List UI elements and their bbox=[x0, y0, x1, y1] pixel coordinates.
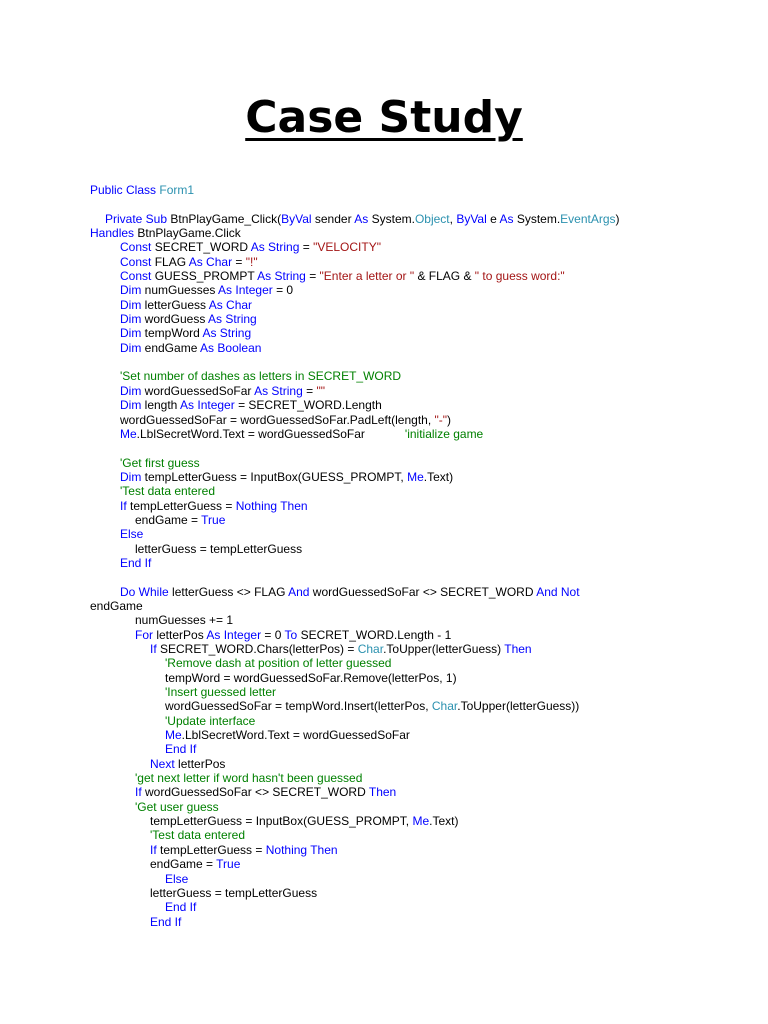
code-token: "Enter a letter or " bbox=[319, 269, 415, 284]
code-token: .Text) bbox=[423, 469, 454, 484]
code-line bbox=[90, 283, 730, 297]
code-token: 'Update interface bbox=[165, 713, 256, 728]
code-token: 'get next letter if word hasn't been guessed bbox=[135, 771, 363, 786]
code-token: Nothing Then bbox=[235, 498, 308, 513]
code-token: Dim bbox=[120, 383, 142, 398]
code-line bbox=[90, 828, 730, 842]
code-line bbox=[90, 742, 730, 756]
code-line bbox=[90, 728, 730, 742]
code-token: 'initialize game bbox=[404, 426, 484, 441]
code-token: SECRET_WORD.Length - 1 bbox=[297, 627, 452, 642]
code-token: letterGuess = tempLetterGuess bbox=[135, 541, 303, 556]
code-token: SECRET_WORD bbox=[151, 240, 251, 255]
code-line bbox=[90, 872, 730, 886]
code-line bbox=[90, 226, 730, 240]
code-token: tempLetterGuess = InputBox(GUESS_PROMPT, bbox=[150, 814, 413, 829]
code-token: = 0 bbox=[272, 283, 294, 298]
code-token: For bbox=[135, 627, 153, 642]
code-token: = bbox=[299, 240, 314, 255]
code-line bbox=[90, 771, 730, 785]
code-token: tempWord = wordGuessedSoFar.Remove(letterPos, 1) bbox=[165, 670, 457, 685]
code-token: wordGuessedSoFar = wordGuessedSoFar.PadLeft(length, bbox=[120, 412, 435, 427]
code-token: System. bbox=[368, 211, 415, 226]
code-token: End If bbox=[150, 914, 182, 929]
code-line bbox=[90, 513, 730, 527]
code-token: endGame = bbox=[150, 857, 217, 872]
page-title: Case Study bbox=[245, 92, 523, 143]
code-line bbox=[90, 183, 730, 197]
code-line bbox=[90, 484, 730, 498]
code-token: letterPos bbox=[153, 627, 207, 642]
code-line bbox=[90, 785, 730, 799]
code-line bbox=[90, 312, 730, 326]
code-token: As Char bbox=[188, 254, 233, 269]
code-token: Me bbox=[165, 728, 182, 743]
code-line bbox=[90, 298, 730, 312]
code-line bbox=[90, 843, 730, 857]
code-line bbox=[90, 470, 730, 484]
code-token: "VELOCITY" bbox=[313, 240, 381, 255]
code-line bbox=[90, 886, 730, 900]
code-token: endGame bbox=[90, 598, 143, 613]
code-token: tempWord bbox=[141, 326, 203, 341]
code-line bbox=[90, 240, 730, 254]
code-line bbox=[90, 900, 730, 914]
code-line bbox=[90, 656, 730, 670]
code-line bbox=[90, 685, 730, 699]
code-token: To bbox=[284, 627, 298, 642]
code-token: BtnPlayGame.Click bbox=[134, 226, 241, 241]
code-token: = bbox=[305, 269, 320, 284]
code-line bbox=[90, 326, 730, 340]
code-token: If bbox=[150, 842, 157, 857]
code-token: 'Get user guess bbox=[135, 799, 219, 814]
code-line bbox=[90, 384, 730, 398]
code-token: As String bbox=[257, 269, 306, 284]
code-token: ) bbox=[615, 211, 620, 226]
code-token: Public Class bbox=[90, 183, 160, 197]
code-line bbox=[90, 642, 730, 656]
code-token: .Text) bbox=[429, 814, 459, 829]
code-line bbox=[90, 413, 730, 427]
code-line bbox=[90, 527, 730, 541]
code-token: tempLetterGuess = bbox=[126, 498, 236, 513]
code-token: SECRET_WORD.Chars(letterPos) = bbox=[156, 642, 358, 656]
code-line bbox=[90, 671, 730, 685]
code-token: ByVal bbox=[281, 211, 312, 226]
code-line bbox=[90, 341, 730, 355]
code-line bbox=[90, 255, 730, 269]
code-token: As bbox=[499, 211, 514, 226]
code-token: ) bbox=[447, 412, 452, 427]
code-token: Handles bbox=[90, 226, 135, 241]
code-token: Me bbox=[412, 814, 430, 829]
code-token: Dim bbox=[120, 326, 142, 341]
code-token: As bbox=[354, 211, 369, 226]
code-line bbox=[90, 212, 730, 226]
code-token: 'Set number of dashes as letters in SECRET_WORD bbox=[120, 369, 402, 384]
code-token: 'Insert guessed letter bbox=[165, 685, 277, 700]
code-token: tempLetterGuess = bbox=[156, 842, 266, 857]
code-line bbox=[90, 814, 730, 828]
code-token: If bbox=[120, 498, 127, 513]
code-line bbox=[90, 613, 730, 627]
code-listing bbox=[90, 183, 730, 929]
code-token: sender bbox=[311, 211, 355, 226]
code-token: Then bbox=[504, 642, 532, 656]
code-token: End If bbox=[165, 742, 197, 757]
code-token: Const bbox=[120, 240, 152, 255]
code-token: As String bbox=[250, 240, 300, 255]
code-token: As String bbox=[208, 312, 257, 327]
code-token: As Integer bbox=[206, 627, 262, 642]
code-line bbox=[90, 556, 730, 570]
code-token: Char bbox=[357, 642, 384, 656]
code-token: wordGuess bbox=[141, 312, 209, 327]
code-token: Form1 bbox=[159, 183, 195, 197]
code-token: numGuesses += 1 bbox=[135, 613, 234, 628]
code-token: ByVal bbox=[456, 211, 487, 226]
code-token: Else bbox=[165, 871, 189, 886]
code-token: Dim bbox=[120, 398, 142, 413]
code-token: .ToUpper(letterGuess) bbox=[383, 642, 505, 656]
code-token: End If bbox=[120, 555, 152, 570]
code-line bbox=[90, 427, 730, 441]
code-token: True bbox=[216, 857, 241, 872]
code-token: End If bbox=[165, 900, 197, 915]
blank-line bbox=[90, 570, 730, 584]
code-token: Nothing Then bbox=[265, 842, 338, 857]
code-token: endGame = bbox=[135, 512, 202, 527]
code-token: BtnPlayGame_Click( bbox=[170, 211, 282, 226]
code-line bbox=[90, 398, 730, 412]
code-token: And Not bbox=[536, 584, 580, 599]
code-token: As Char bbox=[208, 297, 253, 312]
code-token: As Integer bbox=[180, 398, 235, 413]
code-line bbox=[90, 585, 730, 599]
code-line bbox=[90, 857, 730, 871]
code-token: " to guess word:" bbox=[474, 269, 565, 284]
code-token: "" bbox=[316, 383, 325, 398]
code-line bbox=[90, 599, 730, 613]
code-token: = SECRET_WORD.Length bbox=[234, 398, 382, 413]
code-token: System. bbox=[513, 211, 561, 226]
code-token: tempLetterGuess = InputBox(GUESS_PROMPT, bbox=[141, 469, 408, 484]
blank-line bbox=[90, 197, 730, 211]
code-token: Const bbox=[120, 269, 152, 284]
code-token: True bbox=[201, 512, 226, 527]
code-token: endGame bbox=[141, 340, 201, 355]
code-token: wordGuessedSoFar <> SECRET_WORD bbox=[309, 584, 537, 599]
code-token: = bbox=[232, 254, 246, 269]
code-token: 'Test data entered bbox=[150, 828, 246, 843]
code-token: As Integer bbox=[218, 283, 273, 298]
code-token: Dim bbox=[120, 283, 142, 298]
code-token: .LblSecretWord.Text = wordGuessedSoFar bbox=[136, 426, 405, 441]
code-token: 'Get first guess bbox=[120, 455, 200, 470]
code-token: & FLAG & bbox=[414, 269, 475, 284]
blank-line bbox=[90, 441, 730, 455]
code-token: Then bbox=[368, 785, 397, 800]
code-token: letterPos bbox=[174, 756, 226, 771]
code-token: Dim bbox=[120, 340, 142, 355]
code-token: = bbox=[302, 383, 317, 398]
code-line bbox=[90, 269, 730, 283]
code-line bbox=[90, 757, 730, 771]
code-token: length bbox=[141, 398, 181, 413]
code-line bbox=[90, 542, 730, 556]
code-line bbox=[90, 714, 730, 728]
code-token: letterGuess <> FLAG bbox=[168, 584, 289, 599]
code-token: EventArgs bbox=[560, 211, 616, 226]
code-line bbox=[90, 369, 730, 383]
code-token: 'Test data entered bbox=[120, 484, 216, 499]
code-token: Char bbox=[431, 699, 458, 714]
code-token: Dim bbox=[120, 469, 142, 484]
code-token: Me bbox=[120, 426, 137, 441]
code-token: wordGuessedSoFar = tempWord.Insert(letterPos, bbox=[165, 699, 432, 714]
code-token: Dim bbox=[120, 312, 142, 327]
code-token: Me bbox=[407, 469, 424, 484]
code-token: FLAG bbox=[151, 254, 189, 269]
code-token: Else bbox=[120, 527, 144, 542]
code-token: .ToUpper(letterGuess)) bbox=[457, 699, 580, 714]
code-token: , bbox=[449, 211, 457, 226]
code-token: letterGuess bbox=[141, 297, 209, 312]
code-token: = 0 bbox=[261, 627, 285, 642]
code-token: If bbox=[135, 785, 142, 800]
code-token: "-" bbox=[434, 412, 448, 427]
code-token: "!" bbox=[245, 254, 258, 269]
code-token: Do While bbox=[120, 584, 169, 599]
code-token: GUESS_PROMPT bbox=[151, 269, 258, 284]
code-token: wordGuessedSoFar bbox=[141, 383, 255, 398]
code-token: And bbox=[288, 584, 310, 599]
code-token: Private Sub bbox=[105, 211, 171, 226]
code-token: e bbox=[486, 211, 500, 226]
code-token: Dim bbox=[120, 297, 142, 312]
code-line bbox=[90, 800, 730, 814]
code-token: As String bbox=[254, 383, 303, 398]
code-line bbox=[90, 456, 730, 470]
code-token: As String bbox=[202, 326, 252, 341]
code-token: .LblSecretWord.Text = wordGuessedSoFar bbox=[181, 728, 410, 743]
code-token: 'Remove dash at position of letter guessed bbox=[165, 656, 392, 671]
code-token: wordGuessedSoFar <> SECRET_WORD bbox=[141, 785, 369, 800]
code-line bbox=[90, 499, 730, 513]
code-line bbox=[90, 915, 730, 929]
code-token: Object bbox=[414, 211, 450, 226]
code-line bbox=[90, 699, 730, 713]
code-token: numGuesses bbox=[141, 283, 219, 298]
code-token: letterGuess = tempLetterGuess bbox=[150, 885, 318, 900]
code-token: Const bbox=[120, 254, 152, 269]
code-token: As Boolean bbox=[200, 340, 262, 355]
blank-line bbox=[90, 355, 730, 369]
code-token: Next bbox=[150, 756, 175, 771]
code-line bbox=[90, 628, 730, 642]
code-token: If bbox=[150, 642, 157, 656]
